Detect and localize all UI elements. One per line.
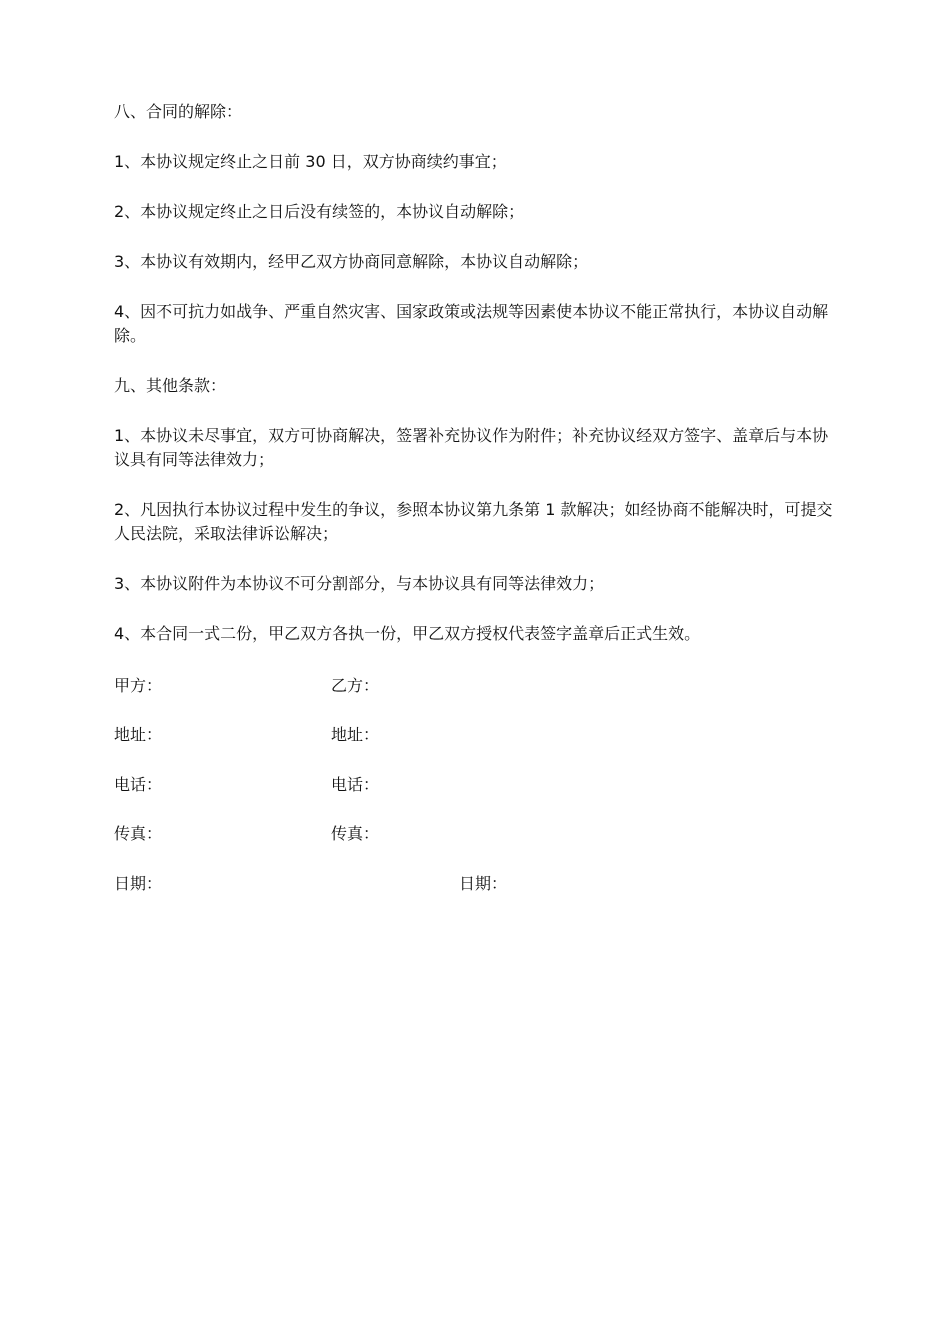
section-8-item-3: 3、本协议有效期内，经甲乙双方协商同意解除，本协议自动解除； bbox=[114, 252, 589, 271]
section-8-item-1: 1、本协议规定终止之日前 30 日，双方协商续约事宜； bbox=[114, 152, 507, 171]
party-a-phone-label: 电话： bbox=[114, 775, 163, 794]
section-8-item-4: 4、因不可抗力如战争、严重自然灾害、国家政策或法规等因素使本协议不能正常执行，本协议自动解除。 bbox=[114, 302, 829, 345]
section-9-heading: 九、其他条款： bbox=[114, 376, 227, 395]
signature-row-party bbox=[114, 674, 838, 698]
party-a-fax-label: 传真： bbox=[114, 824, 163, 843]
section-9-item-3: 3、本协议附件为本协议不可分割部分，与本协议具有同等法律效力； bbox=[114, 574, 605, 593]
party-b-address-label: 地址： bbox=[331, 725, 380, 744]
section-9-item-4: 4、本合同一式二份，甲乙双方各执一份，甲乙双方授权代表签字盖章后正式生效。 bbox=[114, 624, 701, 643]
party-a-label: 甲方： bbox=[114, 676, 163, 695]
party-a-date-label: 日期： bbox=[114, 874, 163, 893]
party-b-label: 乙方： bbox=[331, 676, 380, 695]
signature-row-fax bbox=[114, 822, 838, 846]
signature-row-address bbox=[114, 723, 838, 747]
party-b-date-label: 日期： bbox=[459, 874, 508, 893]
party-b-fax-label: 传真： bbox=[331, 824, 380, 843]
section-9-item-2: 2、凡因执行本协议过程中发生的争议，参照本协议第九条第 1 款解决；如经协商不能解决时，可提交人民法院，采取法律诉讼解决； bbox=[114, 500, 833, 543]
party-b-phone-label: 电话： bbox=[331, 775, 380, 794]
section-8-heading: 八、合同的解除： bbox=[114, 102, 243, 121]
section-9-item-1: 1、本协议未尽事宜，双方可协商解决，签署补充协议作为附件；补充协议经双方签字、盖章后与本协议具有同等法律效力； bbox=[114, 426, 829, 469]
signature-row-phone bbox=[114, 773, 838, 797]
section-8-item-2: 2、本协议规定终止之日后没有续签的，本协议自动解除； bbox=[114, 202, 525, 221]
contract-page bbox=[114, 100, 838, 672]
signature-row-date bbox=[114, 872, 838, 896]
party-a-address-label: 地址： bbox=[114, 725, 163, 744]
